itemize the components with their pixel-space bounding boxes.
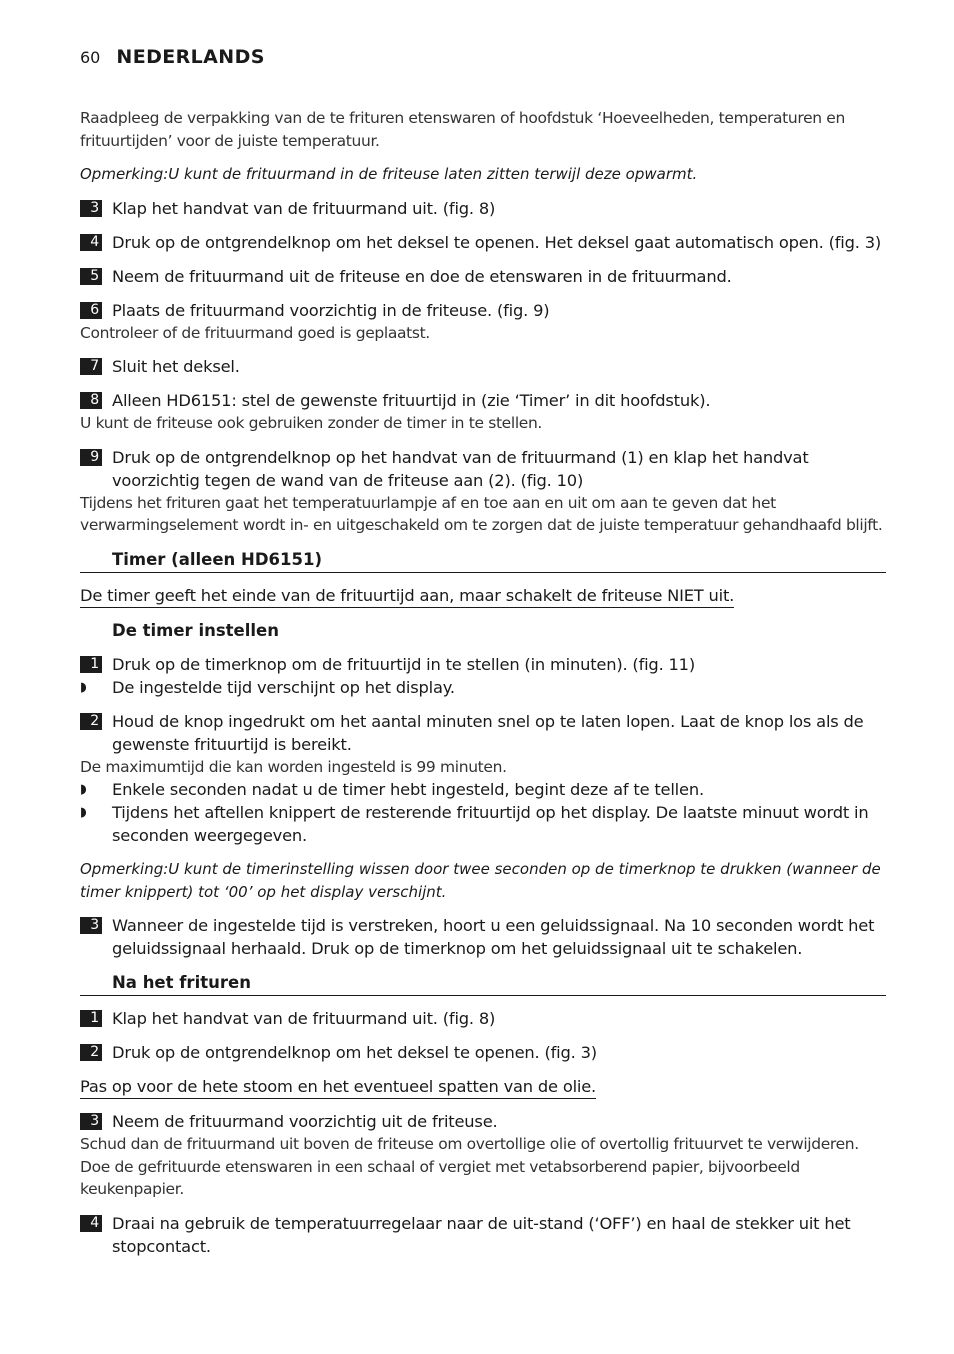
after-step-3 (80, 1110, 886, 1201)
step-5a (80, 265, 886, 288)
intro-paragraph: Raadpleeg de verpakking van de te frituren etenswaren of hoofdstuk ‘Hoeveelheden, temperaturen en frituurtijden’ voor de juiste temperatuur. (80, 109, 845, 150)
step-9a (80, 446, 886, 537)
step-number: 2 (80, 713, 102, 730)
triangle-bullet-icon: ◗ (80, 782, 87, 797)
timer-step-2 (80, 710, 886, 848)
step-text: Wanneer de ingestelde tijd is verstreken, hoort u een geluidssignaal. Na 10 seconden wordt het geluidssignaal herhaald. Druk op de timerknop om het geluidssignaal uit te schakelen. (112, 916, 875, 958)
after-step-1 (80, 1007, 886, 1030)
step-text: Houd de knop ingedrukt om het aantal minuten snel op te laten lopen. Laat de knop los als de gewenste frituurtijd is bereikt. (112, 711, 864, 754)
step-extra: Controleer of de frituurmand goed is geplaatst. (80, 323, 430, 342)
step-number: 4 (80, 1215, 102, 1232)
steam-warning: Pas op voor de hete stoom en het eventueel spatten van de olie. (80, 1075, 596, 1099)
bullet-item (80, 778, 886, 801)
step-text: Druk op de ontgrendelknop op het handvat van de frituurmand (1) en klap het handvat voorzichtig tegen de wand van de friteuse aan (2). (fig. 10) (112, 447, 809, 490)
step-6a (80, 299, 886, 345)
step-number: 3 (80, 1113, 102, 1130)
step-number: 1 (80, 656, 102, 673)
step-number: 7 (80, 358, 102, 375)
step-3a (80, 197, 886, 220)
timer-step-3 (80, 914, 886, 960)
step-number: 3 (80, 200, 102, 217)
step-extra: Tijdens het frituren gaat het temperatuurlampje af en toe aan en uit om aan te geven dat het verwarmingselement wordt in- en uitgeschakeld om te zorgen dat de juiste temperatuur gehandhaafd blijft. (80, 493, 883, 534)
step-extra: De maximumtijd die kan worden ingesteld is 99 minuten. (80, 757, 507, 776)
note-timer: Opmerking:U kunt de timerinstelling wissen door twee seconden op de timerknop te drukken (wanneer de timer knippert) tot ‘00’ op het display verschijnt. (80, 860, 881, 901)
timer-step-1 (80, 653, 886, 699)
timer-warning: De timer geeft het einde van de frituurtijd aan, maar schakelt de friteuse NIET uit. (80, 584, 734, 608)
step-text: Sluit het deksel. (112, 357, 240, 376)
page-number: 60 (80, 48, 101, 67)
section-after-heading: Na het frituren (80, 971, 886, 996)
step-4a (80, 231, 886, 254)
step-text: Klap het handvat van de frituurmand uit. (fig. 8) (112, 198, 496, 218)
step-text: Plaats de frituurmand voorzichtig in de friteuse. (fig. 9) (112, 300, 550, 320)
step-text: Neem de frituurmand voorzichtig uit de friteuse. (112, 1112, 498, 1131)
step-text: Druk op de ontgrendelknop om het deksel te openen. Het deksel gaat automatisch open. (fig. 3) (112, 232, 882, 252)
step-extra: U kunt de friteuse ook gebruiken zonder de timer in te stellen. (80, 414, 543, 432)
triangle-bullet-icon: ◗ (80, 805, 87, 820)
after-step-2 (80, 1041, 886, 1064)
step-number: 5 (80, 268, 102, 285)
step-text: Druk op de timerknop om de frituurtijd in te stellen (in minuten). (fig. 11) (112, 654, 695, 674)
step-number: 8 (80, 392, 102, 409)
bullet-item (80, 801, 886, 847)
step-8a (80, 389, 886, 435)
step-number: 9 (80, 449, 102, 466)
step-text: Neem de frituurmand uit de friteuse en doe de etenswaren in de frituurmand. (112, 266, 732, 286)
bullet-text: Tijdens het aftellen knippert de resterende frituurtijd op het display. De laatste minuut wordt in seconden weergegeven. (112, 803, 869, 845)
language-title: NEDERLANDS (116, 46, 265, 68)
page-header (80, 46, 265, 68)
step-extra: Schud dan de frituurmand uit boven de friteuse om overtollige olie of overtollig frituurvet te verwijderen. Doe de gefrituurde etenswaren in een schaal of vergiet met vetabsorberend papier, bijvoorbeeld keukenpapier. (80, 1135, 859, 1198)
bullet-text: De ingestelde tijd verschijnt op het display. (112, 677, 455, 697)
step-number: 1 (80, 1010, 102, 1027)
step-number: 3 (80, 917, 102, 934)
note-preheat: Opmerking:U kunt de frituurmand in de friteuse laten zitten terwijl deze opwarmt. (80, 165, 698, 183)
triangle-bullet-icon: ◗ (80, 679, 87, 695)
timer-subheading: De timer instellen (112, 620, 279, 640)
step-number: 2 (80, 1044, 102, 1061)
section-timer-heading: Timer (alleen HD6151) (80, 548, 886, 573)
step-number: 6 (80, 302, 102, 319)
step-text: Druk op de ontgrendelknop om het deksel te openen. (fig. 3) (112, 1043, 597, 1062)
step-text: Klap het handvat van de frituurmand uit. (fig. 8) (112, 1009, 496, 1028)
step-text: Draai na gebruik de temperatuurregelaar naar de uit-stand (‘OFF’) en haal de stekker uit het stopcontact. (112, 1213, 851, 1256)
step-number: 4 (80, 234, 102, 251)
step-text: Alleen HD6151: stel de gewenste frituurtijd in (zie ‘Timer’ in dit hoofdstuk). (112, 391, 711, 410)
after-step-4 (80, 1212, 886, 1258)
bullet-text: Enkele seconden nadat u de timer hebt ingesteld, begint deze af te tellen. (112, 780, 704, 799)
manual-content (80, 107, 886, 1269)
step-7a (80, 355, 886, 378)
bullet-item (80, 676, 886, 699)
